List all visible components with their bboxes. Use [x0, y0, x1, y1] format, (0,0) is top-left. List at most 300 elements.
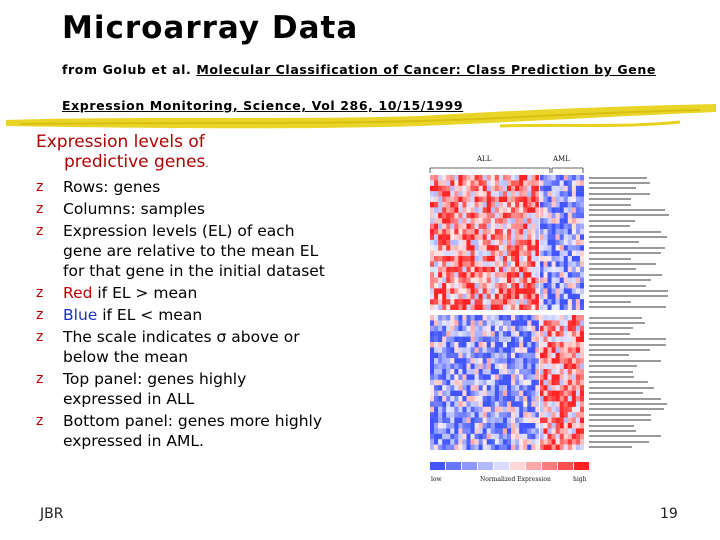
- heatmap-cell: [519, 229, 523, 235]
- heatmap-cell: [511, 261, 515, 267]
- heatmap-cell: [471, 261, 475, 267]
- heatmap-cell: [475, 180, 479, 186]
- heatmap-cell: [446, 202, 450, 208]
- heatmap-cell: [560, 207, 564, 213]
- heatmap-cell: [434, 418, 438, 424]
- heatmap-cell: [454, 423, 458, 429]
- heatmap-cell: [556, 267, 560, 273]
- heatmap-cell: [438, 278, 442, 284]
- heatmap-cell: [438, 418, 442, 424]
- heatmap-cell: [507, 374, 511, 380]
- heatmap-cell: [507, 294, 511, 300]
- heatmap-cell: [543, 283, 547, 289]
- heatmap-cell: [564, 342, 568, 348]
- heatmap-cell: [503, 358, 507, 364]
- heatmap-cell: [568, 224, 572, 230]
- heatmap-cell: [548, 401, 552, 407]
- heatmap-cell: [479, 331, 483, 337]
- heatmap-cell: [491, 391, 495, 397]
- heatmap-cell: [568, 423, 572, 429]
- heatmap-cell: [511, 288, 515, 294]
- heatmap-cell: [446, 326, 450, 332]
- heatmap-cell: [580, 326, 584, 332]
- heatmap-cell: [491, 315, 495, 321]
- heatmap-cell: [491, 207, 495, 213]
- heatmap-cell: [503, 326, 507, 332]
- heatmap-cell: [466, 315, 470, 321]
- heatmap-cell: [483, 315, 487, 321]
- heatmap-cell: [434, 245, 438, 251]
- heatmap-cell: [450, 299, 454, 305]
- heatmap-cell: [556, 202, 560, 208]
- heatmap-cell: [539, 439, 543, 445]
- heatmap-cell: [576, 278, 580, 284]
- heatmap-cell: [454, 418, 458, 424]
- heatmap-cell: [462, 234, 466, 240]
- heatmap-cell: [568, 288, 572, 294]
- heatmap-cell: [507, 245, 511, 251]
- heatmap-cell: [519, 418, 523, 424]
- heatmap-cell: [519, 294, 523, 300]
- heatmap-cell: [483, 331, 487, 337]
- heatmap-cell: [471, 191, 475, 197]
- heatmap-cell: [560, 218, 564, 224]
- heatmap-cell: [462, 299, 466, 305]
- heatmap-cell: [442, 428, 446, 434]
- heatmap-cell: [543, 347, 547, 353]
- heatmap-cell: [471, 418, 475, 424]
- heatmap-cell: [458, 305, 462, 310]
- gene-label-stroke: [589, 285, 646, 287]
- heatmap-cell: [503, 278, 507, 284]
- heatmap-cell: [568, 245, 572, 251]
- heatmap-cell: [495, 240, 499, 246]
- heatmap-cell: [560, 234, 564, 240]
- heatmap-cell: [471, 175, 475, 181]
- heatmap-cell: [491, 283, 495, 289]
- heatmap-cell: [503, 180, 507, 186]
- heatmap-cell: [564, 234, 568, 240]
- heatmap-cell: [479, 213, 483, 219]
- heatmap-cell: [466, 423, 470, 429]
- heatmap-cell: [556, 412, 560, 418]
- heatmap-cell: [483, 240, 487, 246]
- heatmap-cell: [568, 197, 572, 203]
- heatmap-cell: [471, 180, 475, 186]
- heatmap-cell: [462, 202, 466, 208]
- heatmap-cell: [527, 261, 531, 267]
- heatmap-cell: [507, 337, 511, 343]
- heatmap-cell: [576, 428, 580, 434]
- heatmap-cell: [527, 407, 531, 413]
- heatmap-cell: [462, 428, 466, 434]
- heatmap-cell: [527, 423, 531, 429]
- heatmap-cell: [543, 197, 547, 203]
- heatmap-cell: [450, 207, 454, 213]
- bullet-bottom-panel: z Bottom panel: genes more highly expressed in AML.: [36, 412, 323, 450]
- heatmap-cell: [568, 191, 572, 197]
- heatmap-cell: [548, 412, 552, 418]
- heatmap-cell: [466, 186, 470, 192]
- heatmap-cell: [568, 320, 572, 326]
- heatmap-cell: [434, 401, 438, 407]
- heatmap-cell: [454, 186, 458, 192]
- heatmap-cell: [572, 315, 576, 321]
- heatmap-cell: [475, 374, 479, 380]
- heatmap-cell: [564, 331, 568, 337]
- heatmap-cell: [556, 261, 560, 267]
- heatmap-cell: [475, 197, 479, 203]
- heatmap-cell: [471, 423, 475, 429]
- heatmap-cell: [507, 283, 511, 289]
- heatmap-cell: [568, 369, 572, 375]
- heatmap-cell: [462, 374, 466, 380]
- heatmap-cell: [523, 305, 527, 310]
- heatmap-cell: [568, 234, 572, 240]
- heatmap-cell: [491, 396, 495, 402]
- heatmap-cell: [454, 294, 458, 300]
- heatmap-cell: [580, 401, 584, 407]
- heatmap-cell: [446, 261, 450, 267]
- heatmap-cell: [471, 320, 475, 326]
- heatmap-cell: [471, 256, 475, 262]
- heatmap-cell: [572, 294, 576, 300]
- heatmap-cell: [450, 439, 454, 445]
- heatmap-cell: [523, 407, 527, 413]
- heatmap-cell: [507, 369, 511, 375]
- heatmap-cell: [454, 261, 458, 267]
- heatmap-cell: [543, 337, 547, 343]
- heatmap-cell: [539, 218, 543, 224]
- scale-swatch: [446, 462, 461, 470]
- heatmap-cell: [499, 401, 503, 407]
- gene-label-stroke: [589, 231, 661, 233]
- heatmap-cell: [515, 224, 519, 230]
- heatmap-cell: [479, 251, 483, 257]
- heatmap-cell: [552, 439, 556, 445]
- heatmap-cell: [543, 191, 547, 197]
- heatmap-cell: [446, 234, 450, 240]
- heatmap-cell: [487, 251, 491, 257]
- heatmap-cell: [560, 337, 564, 343]
- heatmap-cell: [580, 320, 584, 326]
- heatmap-cell: [495, 305, 499, 310]
- heatmap-cell: [511, 380, 515, 386]
- heatmap-cell: [475, 245, 479, 251]
- heatmap-cell: [475, 207, 479, 213]
- heatmap-cell: [442, 299, 446, 305]
- heatmap-cell: [556, 396, 560, 402]
- heatmap-cell: [430, 256, 434, 262]
- heatmap-cell: [539, 385, 543, 391]
- heatmap-cell: [491, 418, 495, 424]
- heatmap-cell: [503, 218, 507, 224]
- heatmap-cell: [483, 186, 487, 192]
- heatmap-cell: [487, 428, 491, 434]
- heatmap-cell: [548, 347, 552, 353]
- heatmap-cell: [442, 197, 446, 203]
- heatmap-cell: [531, 272, 535, 278]
- heatmap-cell: [580, 347, 584, 353]
- heatmap-cell: [560, 180, 564, 186]
- heatmap-cell: [580, 331, 584, 337]
- heatmap-cell: [491, 342, 495, 348]
- heatmap-cell: [438, 240, 442, 246]
- heatmap-cell: [430, 283, 434, 289]
- heatmap-cell: [543, 315, 547, 321]
- heatmap-cell: [430, 278, 434, 284]
- heatmap-cell: [576, 294, 580, 300]
- heatmap-cell: [527, 224, 531, 230]
- heatmap-cell: [475, 369, 479, 375]
- heatmap-cell: [446, 380, 450, 386]
- heatmap-cell: [442, 278, 446, 284]
- heatmap-cell: [511, 213, 515, 219]
- heatmap-cell: [483, 197, 487, 203]
- heatmap-cell: [446, 175, 450, 181]
- heatmap-cell: [580, 342, 584, 348]
- heatmap-cell: [499, 267, 503, 273]
- heatmap-cell: [576, 213, 580, 219]
- heatmap-cell: [531, 331, 535, 337]
- heatmap-cell: [511, 358, 515, 364]
- heatmap-cell: [552, 213, 556, 219]
- heatmap-cell: [466, 278, 470, 284]
- heatmap-cell: [503, 197, 507, 203]
- heatmap-cell: [450, 256, 454, 262]
- heatmap-cell: [450, 272, 454, 278]
- heatmap-cell: [495, 401, 499, 407]
- heatmap-cell: [507, 418, 511, 424]
- gene-label-stroke: [589, 344, 666, 346]
- heatmap-cell: [552, 385, 556, 391]
- heatmap-cell: [580, 299, 584, 305]
- heatmap-cell: [548, 213, 552, 219]
- heatmap-cell: [560, 364, 564, 370]
- heatmap-cell: [479, 191, 483, 197]
- heatmap-cell: [580, 412, 584, 418]
- heatmap-cell: [471, 202, 475, 208]
- heatmap-cell: [539, 428, 543, 434]
- heatmap-cell: [471, 186, 475, 192]
- heatmap-cell: [462, 369, 466, 375]
- heatmap-cell: [560, 240, 564, 246]
- heatmap-cell: [499, 218, 503, 224]
- heatmap-cell: [438, 245, 442, 251]
- heatmap-cell: [519, 407, 523, 413]
- heatmap-cell: [483, 407, 487, 413]
- heatmap-cell: [430, 272, 434, 278]
- heatmap-cell: [450, 374, 454, 380]
- heatmap-cell: [450, 369, 454, 375]
- heatmap-cell: [564, 434, 568, 440]
- heatmap-cell: [531, 180, 535, 186]
- heatmap-cell: [539, 396, 543, 402]
- heatmap-cell: [519, 180, 523, 186]
- heatmap-cell: [560, 385, 564, 391]
- heatmap-cell: [523, 369, 527, 375]
- heatmap-cell: [503, 294, 507, 300]
- heatmap-cell: [471, 245, 475, 251]
- heatmap-cell: [548, 385, 552, 391]
- heatmap-cell: [495, 428, 499, 434]
- heatmap-cell: [519, 218, 523, 224]
- heatmap-cell: [580, 213, 584, 219]
- heatmap-cell: [450, 380, 454, 386]
- heatmap-cell: [458, 288, 462, 294]
- heatmap-cell: [495, 186, 499, 192]
- heatmap-cell: [511, 439, 515, 445]
- heatmap-cell: [458, 396, 462, 402]
- heatmap-cell: [539, 283, 543, 289]
- gene-label-stroke: [589, 268, 636, 270]
- heatmap-cell: [438, 197, 442, 203]
- heatmap-cell: [507, 207, 511, 213]
- heatmap-cell: [527, 391, 531, 397]
- heatmap-cell: [539, 412, 543, 418]
- heatmap-cell: [511, 245, 515, 251]
- heatmap-cell: [495, 251, 499, 257]
- heatmap-cell: [548, 353, 552, 359]
- heatmap-cell: [446, 342, 450, 348]
- heatmap-cell: [527, 245, 531, 251]
- heatmap-cell: [475, 299, 479, 305]
- heatmap-cell: [430, 315, 434, 321]
- heatmap-cell: [475, 396, 479, 402]
- heatmap-cell: [564, 278, 568, 284]
- heatmap-cell: [515, 391, 519, 397]
- heatmap-cell: [572, 412, 576, 418]
- heatmap-cell: [483, 191, 487, 197]
- heatmap-cell: [572, 224, 576, 230]
- heatmap-cell: [458, 261, 462, 267]
- heatmap-cell: [450, 288, 454, 294]
- heatmap-cell: [519, 207, 523, 213]
- heatmap-cell: [458, 234, 462, 240]
- heatmap-cell: [543, 412, 547, 418]
- heatmap-cell: [503, 364, 507, 370]
- heatmap-cell: [568, 331, 572, 337]
- heatmap-cell: [580, 175, 584, 181]
- heatmap-cell: [572, 267, 576, 273]
- heatmap-cell: [466, 380, 470, 386]
- heatmap-cell: [511, 423, 515, 429]
- heatmap-cell: [446, 283, 450, 289]
- heatmap-cell: [568, 229, 572, 235]
- heatmap-cell: [491, 364, 495, 370]
- heatmap-cell: [499, 191, 503, 197]
- heatmap-cell: [487, 401, 491, 407]
- heatmap-cell: [438, 207, 442, 213]
- heatmap-cell: [576, 374, 580, 380]
- heatmap-cell: [438, 423, 442, 429]
- heatmap-cell: [576, 299, 580, 305]
- heatmap-cell: [479, 218, 483, 224]
- heatmap-cell: [519, 445, 523, 450]
- heatmap-cell: [543, 418, 547, 424]
- heatmap-cell: [430, 407, 434, 413]
- heatmap-cell: [454, 175, 458, 181]
- heatmap-cell: [556, 299, 560, 305]
- heatmap-cell: [564, 207, 568, 213]
- heatmap-cell: [430, 234, 434, 240]
- heatmap-cell: [450, 218, 454, 224]
- heatmap-cell: [511, 175, 515, 181]
- heatmap-cell: [580, 278, 584, 284]
- heatmap-cell: [475, 428, 479, 434]
- heatmap-cell: [462, 175, 466, 181]
- heatmap-cell: [434, 407, 438, 413]
- heatmap-cell: [568, 272, 572, 278]
- heatmap-cell: [568, 180, 572, 186]
- heatmap-cell: [479, 423, 483, 429]
- heatmap-cell: [568, 240, 572, 246]
- heatmap-cell: [519, 234, 523, 240]
- heatmap-cell: [556, 288, 560, 294]
- heatmap-cell: [495, 213, 499, 219]
- heatmap-cell: [503, 251, 507, 257]
- heatmap-cell: [543, 320, 547, 326]
- heatmap-cell: [487, 385, 491, 391]
- heatmap-cell: [471, 353, 475, 359]
- heatmap-cell: [499, 326, 503, 332]
- heatmap-cell: [564, 401, 568, 407]
- heatmap-cell: [466, 418, 470, 424]
- heatmap-cell: [479, 315, 483, 321]
- heatmap-cell: [483, 175, 487, 181]
- heatmap-cell: [564, 261, 568, 267]
- heatmap-cell: [438, 229, 442, 235]
- gene-label-stroke: [589, 338, 666, 340]
- heatmap-cell: [491, 380, 495, 386]
- heatmap-cell: [568, 218, 572, 224]
- heatmap-cell: [483, 294, 487, 300]
- heatmap-cell: [438, 256, 442, 262]
- heatmap-cell: [552, 234, 556, 240]
- heatmap-cell: [523, 278, 527, 284]
- heatmap-cell: [471, 337, 475, 343]
- heatmap-cell: [475, 261, 479, 267]
- heatmap-cell: [495, 364, 499, 370]
- heatmap-cell: [527, 234, 531, 240]
- heatmap-cell: [580, 272, 584, 278]
- heatmap-cell: [495, 347, 499, 353]
- heatmap-cell: [487, 175, 491, 181]
- heatmap-cell: [543, 213, 547, 219]
- heatmap-cell: [556, 374, 560, 380]
- heatmap-cell: [446, 213, 450, 219]
- heatmap-cell: [568, 315, 572, 321]
- heatmap-cell: [576, 434, 580, 440]
- heatmap-cell: [507, 439, 511, 445]
- heatmap-cell: [548, 240, 552, 246]
- heatmap-cell: [499, 418, 503, 424]
- heatmap-cell: [499, 364, 503, 370]
- gene-label-stroke: [589, 398, 661, 400]
- heatmap-cell: [564, 299, 568, 305]
- heatmap-cell: [580, 418, 584, 424]
- heatmap-cell: [446, 401, 450, 407]
- heatmap-cell: [556, 428, 560, 434]
- heatmap-cell: [523, 380, 527, 386]
- heatmap-cell: [531, 218, 535, 224]
- heatmap-cell: [503, 439, 507, 445]
- heatmap-cell: [499, 288, 503, 294]
- heatmap-cell: [531, 213, 535, 219]
- heatmap-cell: [495, 234, 499, 240]
- heatmap-cell: [568, 412, 572, 418]
- heatmap-cell: [495, 445, 499, 450]
